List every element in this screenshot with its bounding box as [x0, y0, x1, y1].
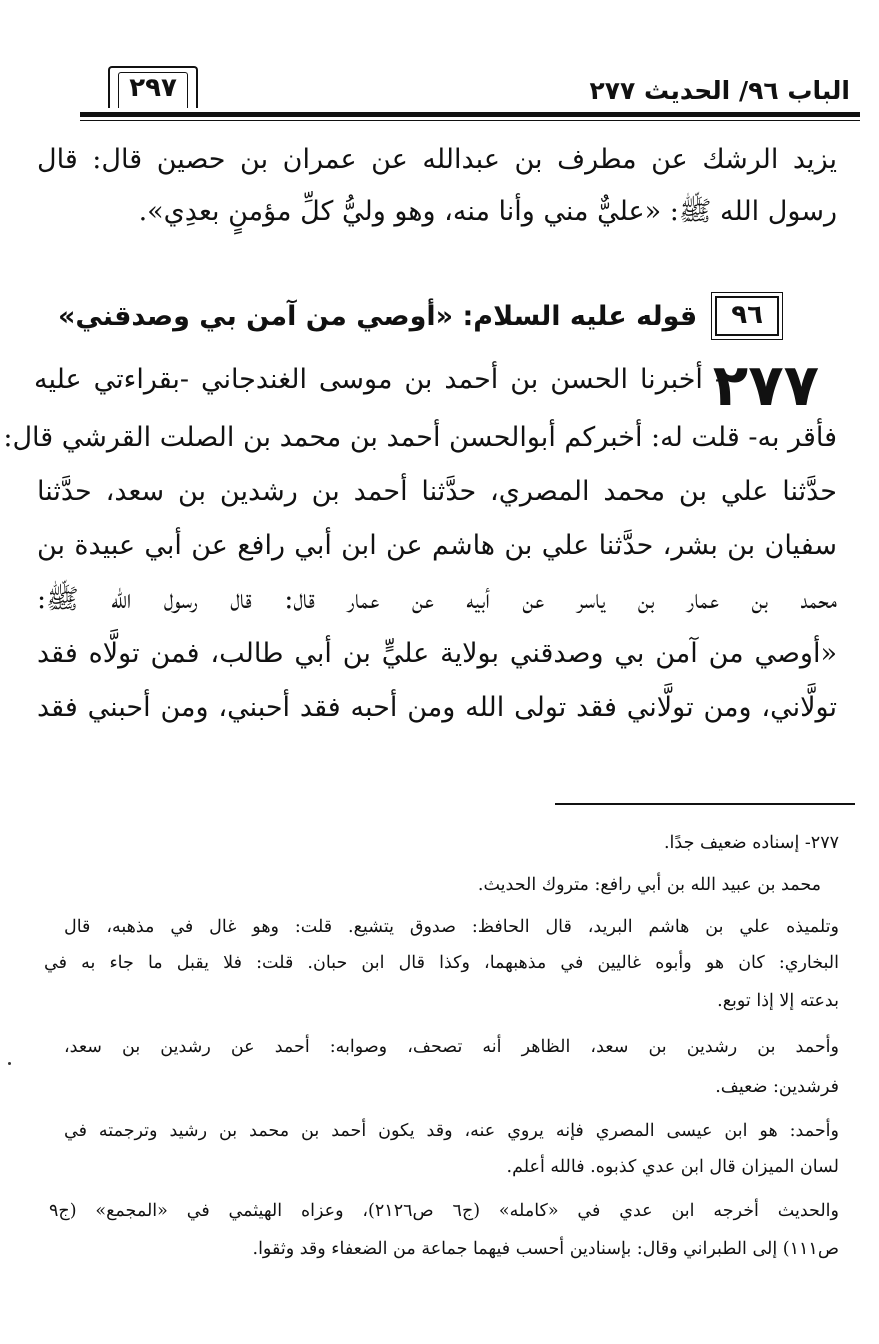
- chapter-hadith-title: الباب ٩٦/ الحديث ٢٧٧: [589, 76, 850, 105]
- section-number: ٩٦: [715, 296, 779, 336]
- body-line: تولَّاني، ومن تولَّاني فقد تولى الله ومن أحبه فقد أحبني، ومن أحبني فقد: [37, 692, 837, 723]
- footnote-line: لسان الميزان قال ابن عدي كذبوه. فالله أعلم.: [506, 1157, 839, 1177]
- footnote-line: وأحمد بن رشدين بن سعد، الظاهر أنه تصحف، وصوابه: أحمد عن رشدين بن سعد،: [64, 1037, 839, 1057]
- footnote-divider: [555, 803, 855, 805]
- header-divider: [80, 112, 860, 117]
- footnote-line: ص١١١) إلى الطبراني وقال: بإسنادين أحسب فيهما جماعة من الضعفاء وقد وثقوا.: [252, 1239, 839, 1259]
- body-line: «أوصي من آمن بي وصدقني بولاية عليٍّ بن أبي طالب، فمن تولَّاه فقد: [37, 638, 837, 669]
- footnote-line: ٢٧٧- إسناده ضعيف جدًا.: [663, 833, 839, 853]
- body-line: حدَّثنا علي بن محمد المصري، حدَّثنا أحمد بن رشدين بن سعد، حدَّثنا: [37, 476, 837, 507]
- footnote-line: وتلميذه علي بن هاشم البريد، قال الحافظ: صدوق يتشيع. قلت: وهو غال في مذهبه، قال: [64, 917, 839, 937]
- hadith-number: ٢٧٧: [712, 351, 819, 419]
- footnote-line: محمد بن عبيد الله بن أبي رافع: متروك الحديث.: [477, 875, 821, 895]
- footnote-line: فرشدين: ضعيف.: [715, 1077, 839, 1097]
- section-title: قوله عليه السلام: «أوصي من آمن بي وصدقني»: [57, 300, 698, 332]
- body-line: يزيد الرشك عن مطرف بن عبدالله عن عمران بن حصين قال: قال: [37, 144, 837, 175]
- body-line: محمد بن عمار بن ياسر عن أبيه عن عمار قال: قال رسول الله ﷺ:: [37, 584, 837, 615]
- footnote-line: والحديث أخرجه ابن عدي في «كامله» (ج٦ ص٢١٢٦)، وعزاه الهيثمي في «المجمع» (ج٩: [49, 1201, 839, 1221]
- footnote-line: وأحمد: هو ابن عيسى المصري فإنه يروي عنه، وقد يكون أحمد بن محمد بن رشيد وترجمته في: [64, 1121, 839, 1141]
- body-line: فأقر به- قلت له: أخبركم أبوالحسن أحمد بن محمد بن الصلت القرشي قال:: [3, 422, 837, 453]
- section-heading: [57, 296, 779, 336]
- footnote-line: البخاري: كان هو وأبوه غاليين في مذهبهما، وكذا قال ابن حبان. قلت: فلا يقبل ما جاء به في: [44, 953, 839, 973]
- body-line: رسول الله ﷺ: «عليٌّ مني وأنا منه، وهو وليُّ كلِّ مؤمنٍ بعدِي».: [138, 196, 837, 227]
- header-divider-thin: [80, 120, 860, 121]
- page-number: ٢٩٧: [108, 66, 198, 108]
- body-line: - أخبرنا الحسن بن أحمد بن موسى الغندجاني -بقراءتي عليه: [34, 364, 724, 395]
- scan-speck: [8, 1062, 11, 1065]
- page-header: [80, 62, 860, 118]
- footnote-line: بدعته إلا إذا توبع.: [717, 991, 839, 1011]
- body-line: سفيان بن بشر، حدَّثنا علي بن هاشم عن ابن أبي رافع عن أبي عبيدة بن: [37, 530, 837, 561]
